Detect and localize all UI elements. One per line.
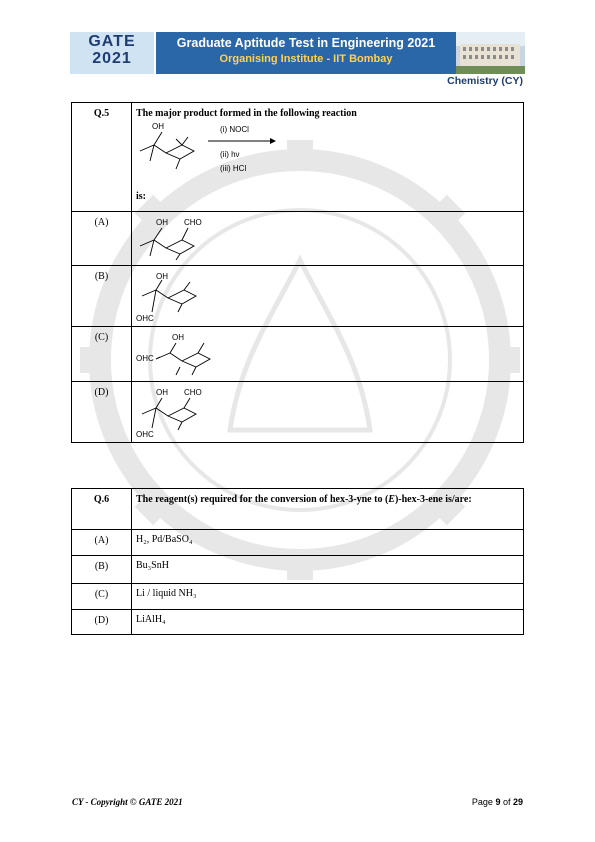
option-a-label: (A) (72, 212, 132, 266)
question-is-label: is: (136, 191, 146, 202)
gate-logo (70, 32, 154, 74)
question-number: Q.5 (72, 103, 132, 212)
question-text: The major product formed in the following reaction (136, 108, 357, 119)
question-number: Q.6 (72, 489, 132, 530)
logo-text-gate: GATE (88, 33, 136, 50)
question-text-part: )-hex-3-ene is/are: (394, 494, 472, 505)
group-cho-label: CHO (184, 388, 202, 397)
question-5-table (71, 102, 524, 443)
option-b-structure (132, 266, 524, 327)
option-a-structure (132, 212, 524, 266)
option-b-label: (B) (72, 266, 132, 327)
option-c-label: (C) (72, 327, 132, 382)
reactant-oh-label: OH (152, 122, 164, 131)
group-oh-label: OH (156, 272, 168, 281)
question-text-stereo: E (388, 494, 395, 505)
footer-copyright: CY - Copyright © GATE 2021 (72, 797, 183, 807)
reagent-3: (iii) HCl (220, 164, 247, 173)
option-b-diagram (136, 270, 256, 322)
page-prefix: Page (471, 797, 496, 807)
group-oh-label: OH (156, 388, 168, 397)
question-cell (132, 103, 524, 212)
option-c-label: (C) (72, 584, 132, 610)
group-oh-label: OH (172, 333, 184, 342)
option-c-diagram (136, 331, 256, 377)
group-ohc-label: OHC (136, 430, 154, 438)
group-ohc-label: OHC (136, 354, 154, 363)
subject-label: Chemistry (CY) (447, 75, 523, 87)
option-c-structure (132, 327, 524, 382)
group-cho-label: CHO (184, 218, 202, 227)
question-text (132, 489, 524, 530)
option-a-label: (A) (72, 530, 132, 556)
question-6-table (71, 488, 524, 635)
page-total: 29 (512, 797, 523, 807)
page-mid: of (500, 797, 513, 807)
option-c-text: Li / liquid NH₃ (132, 584, 524, 610)
header-title: Graduate Aptitude Test in Engineering 2021 (176, 36, 436, 50)
option-d-diagram (136, 386, 256, 438)
question-text-part: The reagent(s) required for the conversion of hex-3-yne to ( (136, 494, 389, 505)
option-d-structure (132, 382, 524, 443)
group-ohc-label: OHC (136, 314, 154, 322)
option-d-text: LiAlH₄ (132, 610, 524, 635)
reagent-2: (ii) hν (220, 150, 240, 159)
header-banner (156, 32, 456, 74)
option-d-label: (D) (72, 382, 132, 443)
reaction-arrow-head (270, 138, 276, 144)
footer-page-number (472, 797, 523, 807)
logo-text-year: 2021 (92, 50, 132, 67)
institute-building-image (456, 32, 525, 74)
option-b-text: Bu₃SnH (132, 556, 524, 584)
header-subtitle: Organising Institute - IIT Bombay (219, 53, 393, 65)
page-current: 9 (495, 797, 501, 807)
option-a-diagram (136, 216, 256, 260)
group-oh-label: OH (156, 218, 168, 227)
option-d-label: (D) (72, 610, 132, 635)
reagent-1: (i) NOCl (220, 125, 249, 134)
option-a-text: H₂, Pd/BaSO₄ (132, 530, 524, 556)
option-b-label: (B) (72, 556, 132, 584)
reactant-structure (140, 132, 194, 169)
page-header (70, 32, 525, 74)
reaction-scheme (136, 119, 356, 185)
